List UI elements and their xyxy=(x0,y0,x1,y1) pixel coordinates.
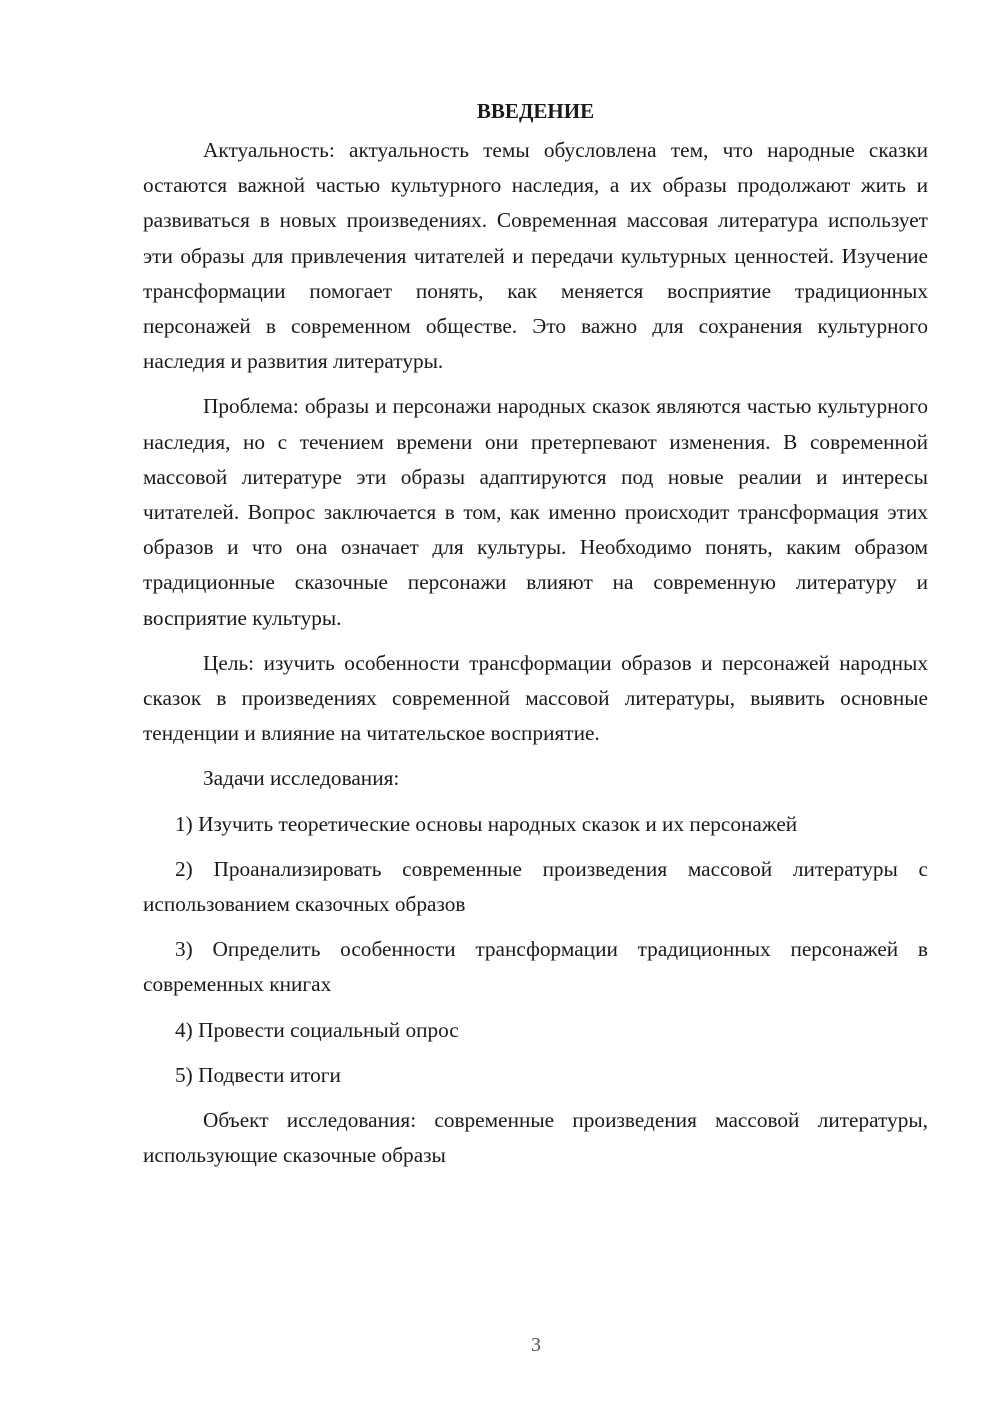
task-item-4: 4) Провести социальный опрос xyxy=(175,1017,459,1042)
task-item-5: 5) Подвести итоги xyxy=(175,1062,341,1087)
document-page xyxy=(143,94,928,1183)
paragraph-relevance: Актуальность: актуальность темы обусловлена тем, что народные сказки остаются важной частью культурного наследия, а их образы продолжают жить и развиваться в новых произведениях. Современная массовая литература использует эти образы для привлечения читателей и передачи культурных ценностей. Изучение трансформации помогает понять, как меняется восприятие традиционных персонажей в современном обществе. Это важно для сохранения культурного наследия и развития литературы. xyxy=(143,138,928,374)
tasks-heading: Задачи исследования: xyxy=(203,766,400,791)
task-item-1: 1) Изучить теоретические основы народных сказок и их персонажей xyxy=(175,811,798,836)
paragraph-object: Объект исследования: современные произведения массовой литературы, использующие сказочные образы xyxy=(143,1108,928,1168)
paragraph-goal: Цель: изучить особенности трансформации образов и персонажей народных сказок в произведениях современной массовой литературы, выявить основные тенденции и влияние на читательское восприятие. xyxy=(143,650,928,746)
page-title: ВВЕДЕНИЕ xyxy=(476,99,595,123)
task-item-2: 2) Проанализировать современные произведения массовой литературы с использованием сказочных образов xyxy=(143,856,928,917)
task-item-3: 3) Определить особенности трансформации традиционных персонажей в современных книгах xyxy=(143,937,928,997)
paragraph-problem: Проблема: образы и персонажи народных сказок являются частью культурного наследия, но с течением времени они претерпевают изменения. В современной массовой литературе эти образы адаптируются под новые реалии и интересы читателей. Вопрос заключается в том, как именно происходит трансформация этих образов и что она означает для культуры. Необходимо понять, каким образом традиционные сказочные персонажи влияют на современную литературу и восприятие культуры. xyxy=(143,394,928,630)
page-number: 3 xyxy=(531,1334,541,1356)
